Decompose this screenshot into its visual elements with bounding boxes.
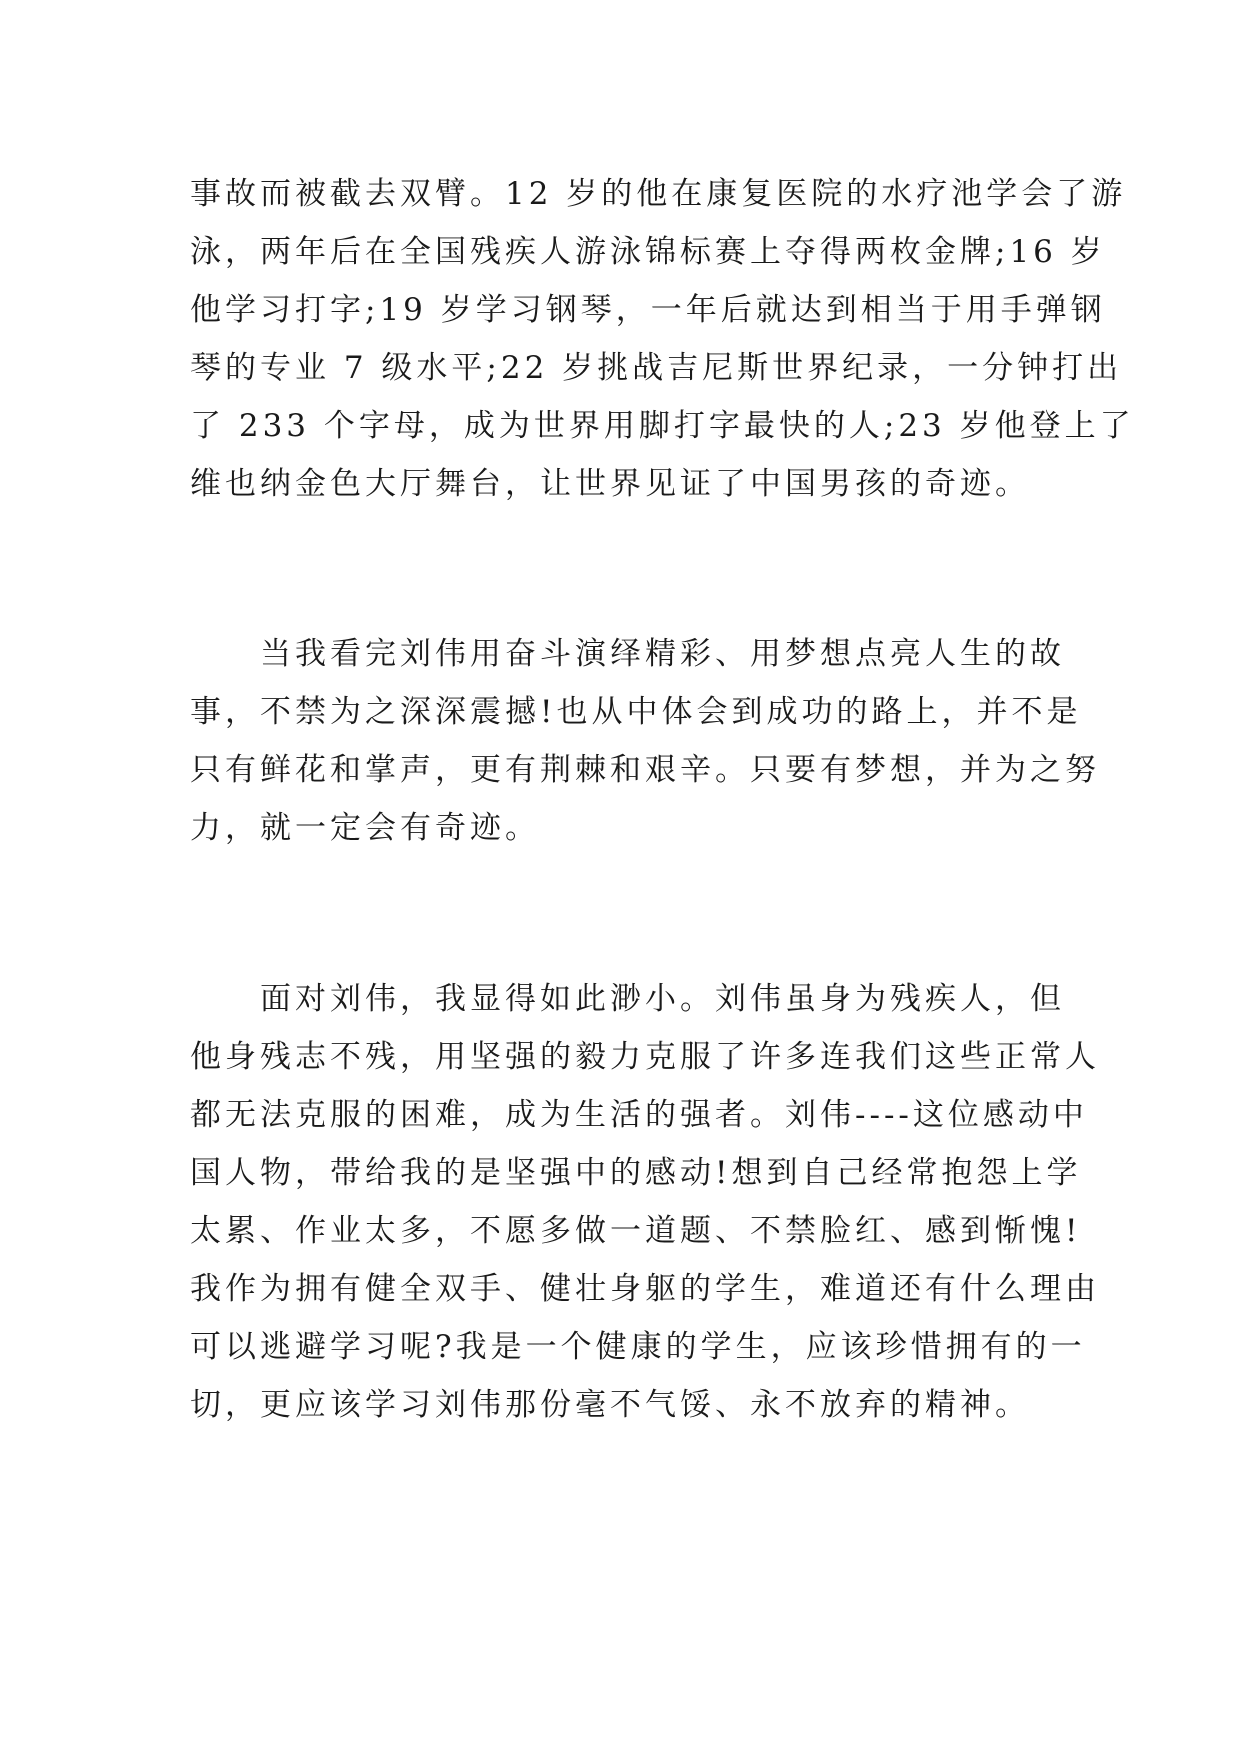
text-line: 切，更应该学习刘伟那份毫不气馁、永不放弃的精神。 bbox=[190, 1387, 1030, 1423]
text-line: 事，不禁为之深深震撼!也从中体会到成功的路上，并不是 bbox=[190, 694, 1082, 730]
text-line: 只有鲜花和掌声，更有荆棘和艰辛。只要有梦想，并为之努 bbox=[190, 752, 1100, 788]
text-line: 维也纳金色大厅舞台，让世界见证了中国男孩的奇迹。 bbox=[190, 466, 1030, 502]
text-line: 琴的专业 7 级水平;22 岁挑战吉尼斯世界纪录，一分钟打出 bbox=[190, 350, 1123, 386]
text-line: 都无法克服的困难，成为生活的强者。刘伟----这位感动中 bbox=[190, 1097, 1088, 1133]
paragraph-3 bbox=[190, 970, 1100, 1434]
text-line: 面对刘伟，我显得如此渺小。刘伟虽身为残疾人，但 bbox=[190, 981, 1065, 1017]
text-line: 泳，两年后在全国残疾人游泳锦标赛上夺得两枚金牌;16 岁 bbox=[190, 234, 1106, 270]
text-line: 力，就一定会有奇迹。 bbox=[190, 810, 540, 846]
text-line: 了 233 个字母，成为世界用脚打字最快的人;23 岁他登上了 bbox=[190, 408, 1135, 444]
text-line: 事故而被截去双臂。12 岁的他在康复医院的水疗池学会了游 bbox=[190, 176, 1127, 212]
text-line: 他身残志不残，用坚强的毅力克服了许多连我们这些正常人 bbox=[190, 1039, 1100, 1075]
text-line: 可以逃避学习呢?我是一个健康的学生，应该珍惜拥有的一 bbox=[190, 1329, 1086, 1365]
paragraph-1 bbox=[190, 165, 1135, 513]
text-line: 我作为拥有健全双手、健壮身躯的学生，难道还有什么理由 bbox=[190, 1271, 1100, 1307]
paragraph-2 bbox=[190, 625, 1100, 857]
text-line: 他学习打字;19 岁学习钢琴，一年后就达到相当于用手弹钢 bbox=[190, 292, 1106, 328]
text-line: 当我看完刘伟用奋斗演绎精彩、用梦想点亮人生的故 bbox=[190, 636, 1065, 672]
text-line: 国人物，带给我的是坚强中的感动!想到自己经常抱怨上学 bbox=[190, 1155, 1082, 1191]
text-line: 太累、作业太多，不愿多做一道题、不禁脸红、感到惭愧! bbox=[190, 1213, 1082, 1249]
